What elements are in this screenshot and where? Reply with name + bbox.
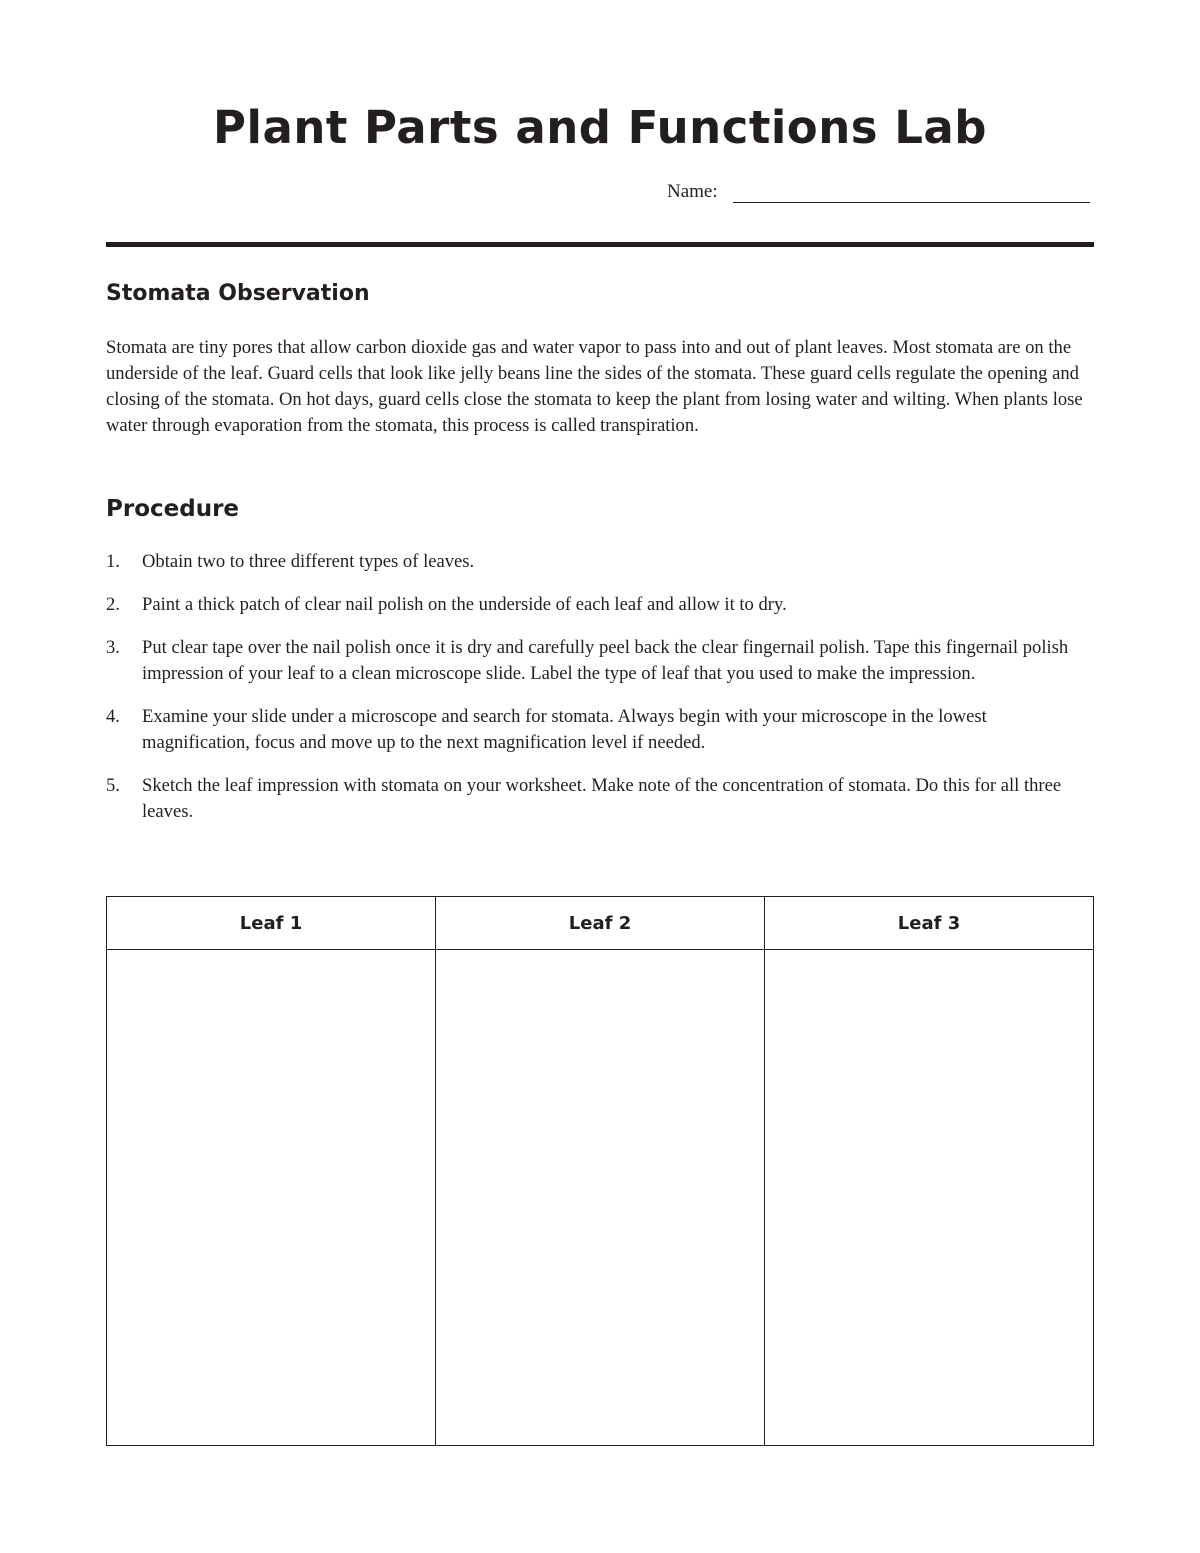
- table-header-row: [107, 897, 1094, 950]
- step-text: Obtain two to three different types of leaves.: [142, 551, 475, 572]
- stomata-observation-heading: Stomata Observation: [106, 281, 370, 306]
- name-label: Name:: [667, 181, 718, 202]
- procedure-steps-list: [106, 549, 1096, 842]
- name-write-line[interactable]: [733, 202, 1090, 203]
- step-number: 3.: [106, 637, 120, 658]
- sketch-row: [107, 950, 1094, 1446]
- procedure-step: [106, 592, 1096, 618]
- leaf-1-sketch-area[interactable]: [107, 950, 436, 1446]
- step-text: Paint a thick patch of clear nail polish on the underside of each leaf and allow it to dry.: [142, 594, 787, 615]
- leaf-1-header: Leaf 1: [107, 897, 436, 950]
- leaf-3-header: Leaf 3: [765, 897, 1094, 950]
- procedure-step: [106, 704, 1096, 756]
- step-text: Examine your slide under a microscope and search for stomata. Always begin with your microscope in the lowest magnification, focus and move up to the next magnification level if needed.: [142, 706, 987, 753]
- leaf-2-header: Leaf 2: [436, 897, 765, 950]
- leaf-2-sketch-area[interactable]: [436, 950, 765, 1446]
- step-text: Put clear tape over the nail polish once it is dry and carefully peel back the clear fingernail polish. Tape this fingernail polish impression of your leaf to a clean microscope slide. Label the type of leaf that you used to make the impression.: [142, 637, 1069, 684]
- step-text: Sketch the leaf impression with stomata on your worksheet. Make note of the concentration of stomata. Do this for all three leaves.: [142, 775, 1062, 822]
- page-title: Plant Parts and Functions Lab: [213, 101, 987, 154]
- leaf-sketch-table: [106, 896, 1094, 1446]
- stomata-intro-paragraph: Stomata are tiny pores that allow carbon dioxide gas and water vapor to pass into and out of plant leaves. Most stomata are on the underside of the leaf. Guard cells that look like jelly beans line the sides of the stomata. These guard cells regulate the opening and closing of the stomata. On hot days, guard cells close the stomata to keep the plant from losing water and wilting. When plants lose water through evaporation from the stomata, this process is called transpiration.: [106, 337, 1083, 436]
- name-field-row: [667, 178, 1092, 206]
- procedure-step: [106, 773, 1096, 825]
- header-divider: [106, 242, 1094, 247]
- step-number: 2.: [106, 594, 120, 615]
- leaf-3-sketch-area[interactable]: [765, 950, 1094, 1446]
- procedure-step: [106, 549, 1096, 575]
- step-number: 4.: [106, 706, 120, 727]
- step-number: 1.: [106, 551, 120, 572]
- procedure-heading: Procedure: [106, 496, 240, 522]
- step-number: 5.: [106, 775, 120, 796]
- procedure-step: [106, 635, 1096, 687]
